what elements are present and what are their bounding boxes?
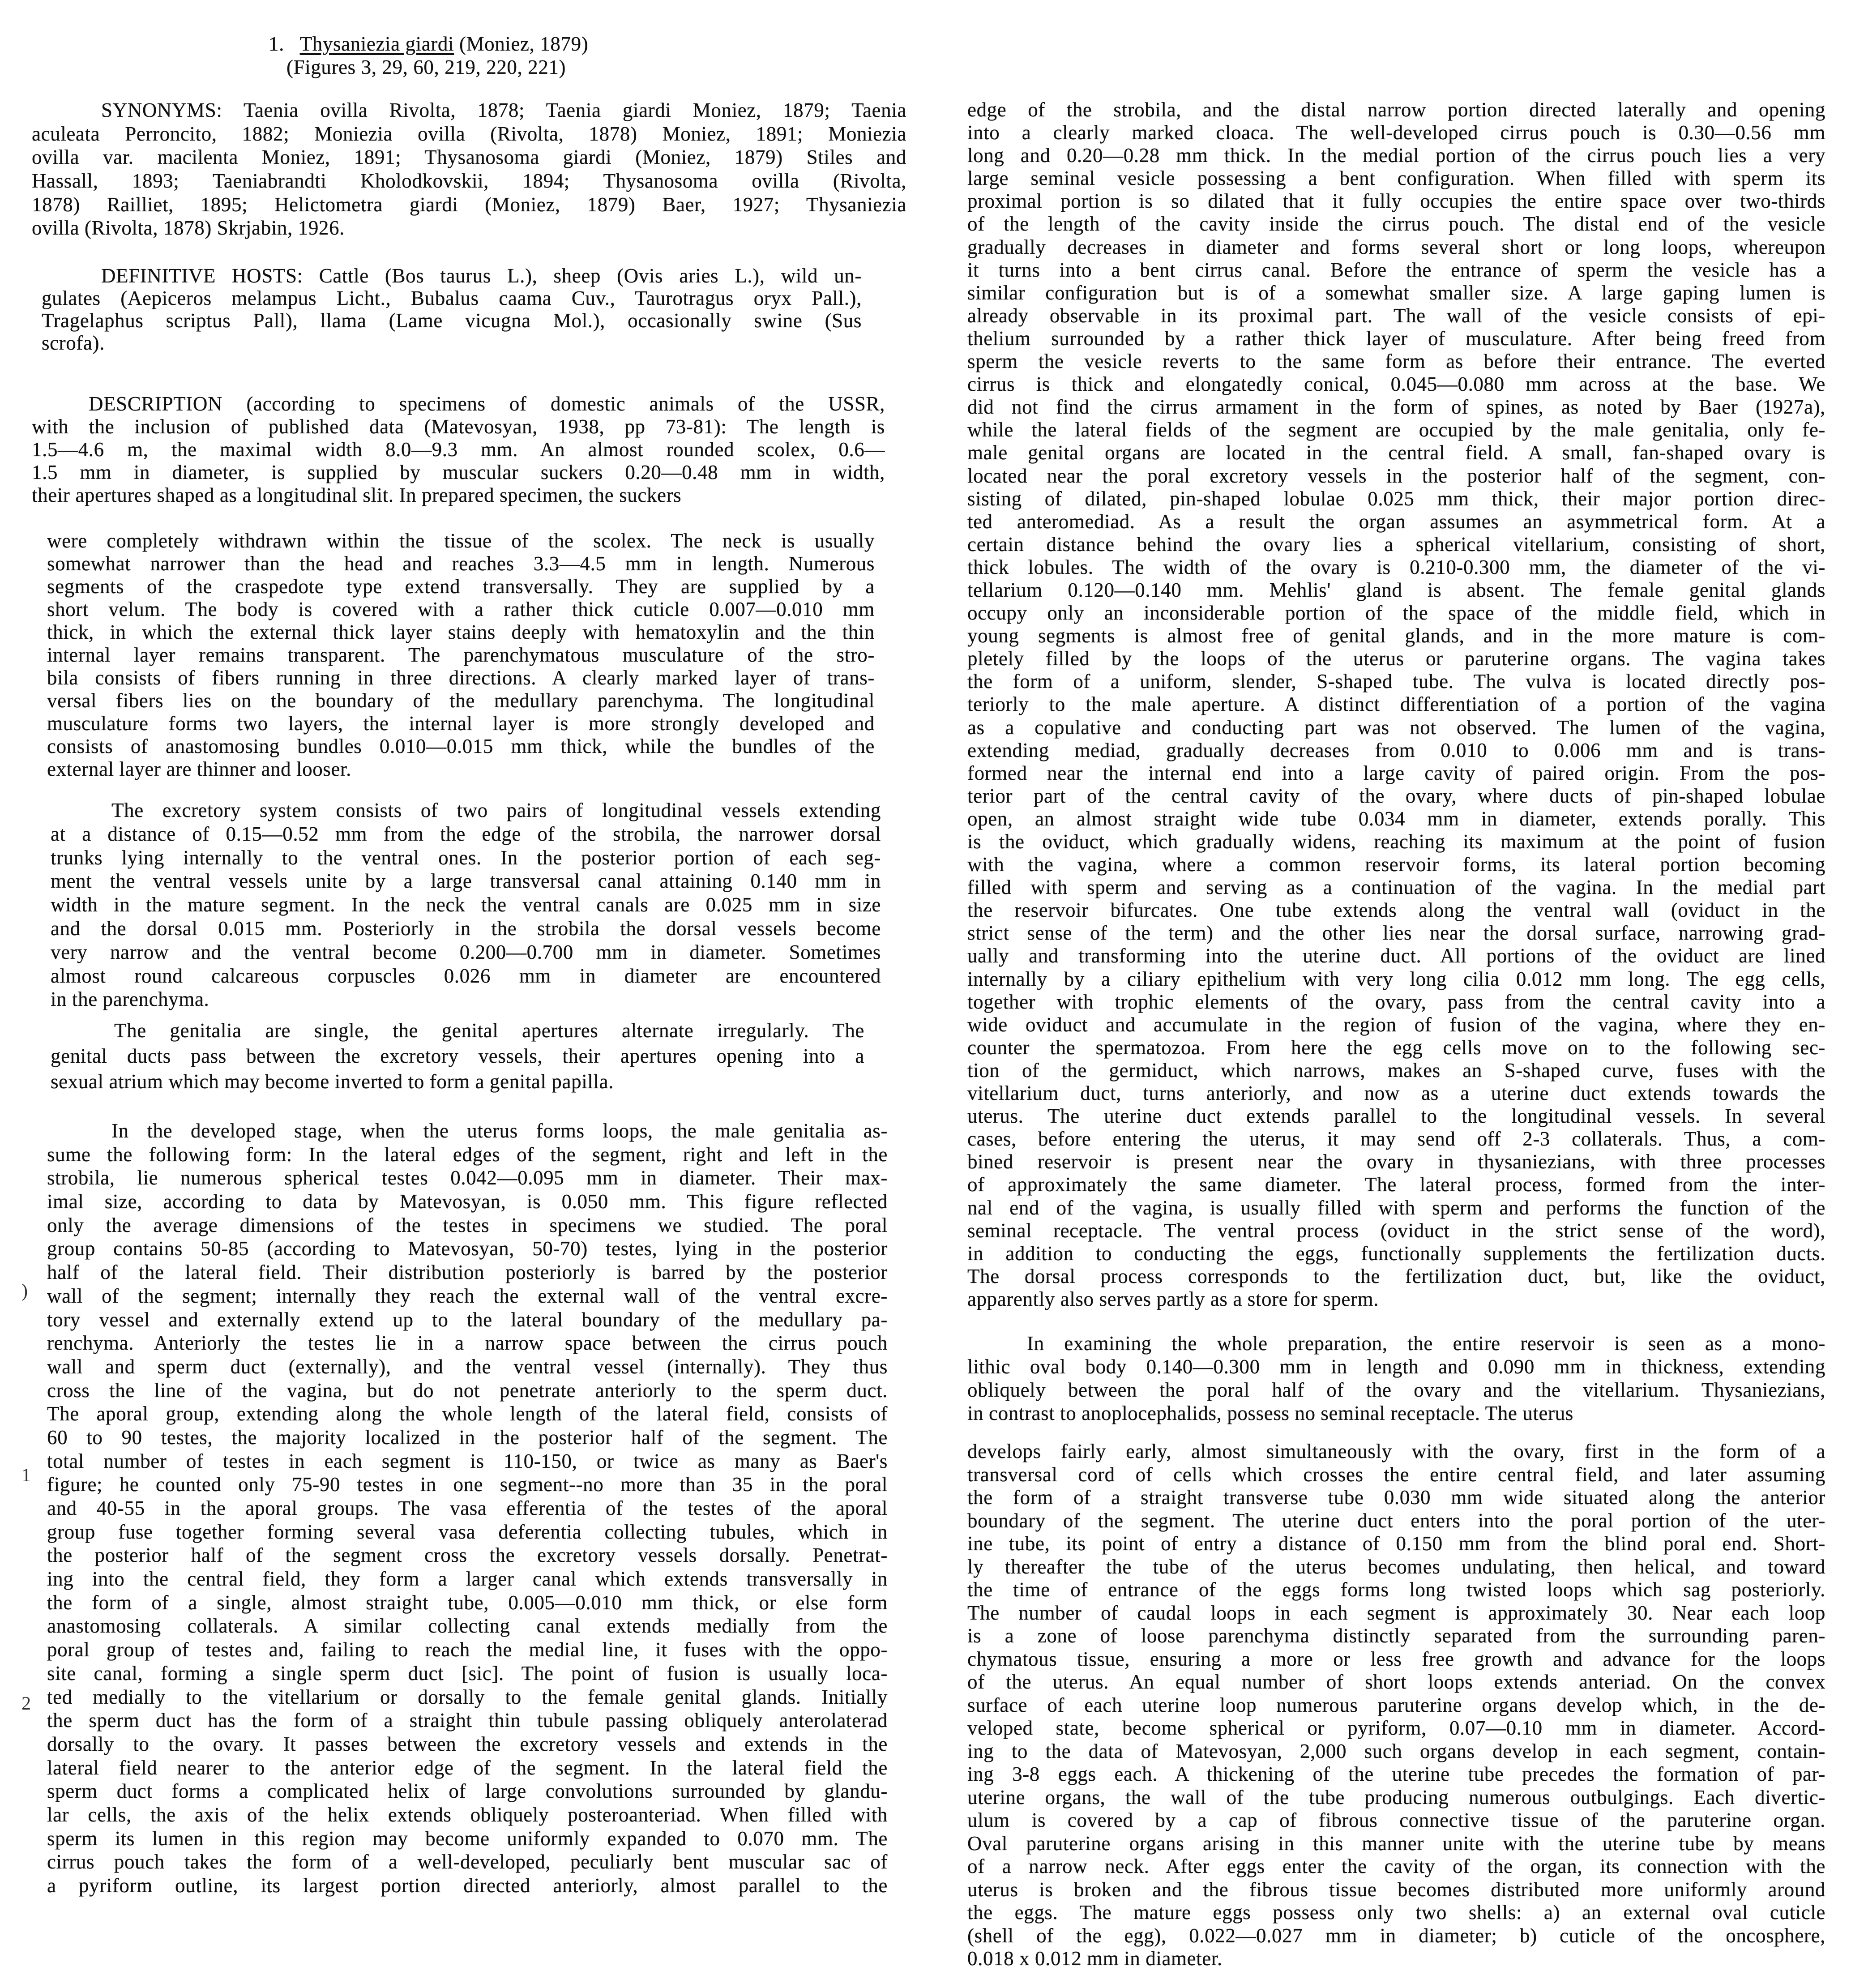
text-line: the reservoir bifurcates. One tube extends along the ventral wall (oviduct in the	[967, 899, 1825, 922]
text-line: gradually decreases in diameter and forms several short or long loops, whereupon	[967, 235, 1825, 258]
developed-stage-paragraph	[47, 1119, 888, 1898]
definitive-hosts-paragraph	[42, 265, 862, 354]
text-line: the eggs. The mature eggs possess only two shells: a) an external oval cuticle	[967, 1901, 1825, 1924]
text-line: a pyriform outline, its largest portion directed anteriorly, almost parallel to the	[47, 1874, 888, 1897]
text-line: aculeata Perroncito, 1882; Moniezia ovilla (Rivolta, 1878) Moniez, 1891; Moniezia	[32, 122, 906, 145]
text-line: thick lobules. The width of the ovary is 0.210-0.300 mm, the diameter of the vi-	[967, 556, 1825, 578]
text-line: ted medially to the vitellarium or dorsally to the female genital glands. Initially	[47, 1685, 888, 1708]
text-line: wall and sperm duct (externally), and the ventral vessel (internally). They thus	[47, 1355, 888, 1378]
text-line: cirrus is thick and elongatedly conical, 0.045—0.080 mm across at the base. We	[967, 373, 1825, 396]
text-line: only the average dimensions of the testes in specimens we studied. The poral	[47, 1214, 888, 1236]
text-line: internally by a ciliary epithelium with very long cilia 0.012 mm long. The egg cells,	[967, 967, 1825, 990]
text-line: ing to the data of Matevosyan, 2,000 such organs develop in each segment, contain-	[967, 1740, 1825, 1762]
text-line: as a copulative and conducting part was not observed. The lumen of the vagina,	[967, 716, 1825, 739]
text-line: cases, before entering the uterus, it may send off 2-3 collaterals. Thus, a com-	[967, 1128, 1825, 1150]
text-line: thelium surrounded by a rather thick layer of musculature. After being freed from	[967, 327, 1825, 350]
text-line: musculature forms two layers, the internal layer is more strongly developed and	[47, 712, 875, 735]
text-line: transversal cord of cells which crosses the entire central field, and later assuming	[967, 1463, 1825, 1486]
text-line: lateral field nearer to the anterior edge of the segment. In the lateral field the	[47, 1756, 888, 1779]
text-line: sperm its lumen in this region may become uniformly expanded to 0.070 mm. The	[47, 1827, 888, 1850]
text-line: group contains 50-85 (according to Matevosyan, 50-70) testes, lying in the posterior	[47, 1237, 888, 1260]
text-line: the time of entrance of the eggs forms long twisted loops which sag posteriorly.	[967, 1578, 1825, 1601]
text-line: certain distance behind the ovary lies a spherical vitellarium, consisting of short,	[967, 533, 1825, 556]
text-line: Tragelaphus scriptus Pall), llama (Lame vicugna Mol.), occasionally swine (Sus	[42, 309, 862, 332]
text-line: it turns into a bent cirrus canal. Before the entrance of sperm the vesicle has a	[967, 258, 1825, 281]
text-line: sisting of dilated, pin-shaped lobulae 0.025 mm thick, their major portion direc-	[967, 487, 1825, 510]
text-line: develops fairly early, almost simultaneously with the ovary, first in the form of a	[967, 1440, 1825, 1462]
text-line: teriorly to the male aperture. A distinct differentiation of a portion of the vagina	[967, 693, 1825, 716]
text-line: cirrus pouch takes the form of a well-developed, peculiarly bent muscular sac of	[47, 1851, 888, 1873]
text-line: male genital organs are located in the central field. A small, fan-shaped ovary is	[967, 441, 1825, 464]
text-line: large seminal vesicle possessing a bent configuration. When filled with sperm its	[967, 167, 1825, 190]
text-line: scrofa).	[42, 332, 105, 354]
text-line: DESCRIPTION (according to specimens of domestic animals of the USSR,	[89, 393, 885, 415]
text-line: The dorsal process corresponds to the fertilization duct, but, like the oviduct,	[967, 1265, 1825, 1287]
text-line: gulates (Aepiceros melampus Licht., Bubalus caama Cuv., Taurotragus oryx Pall.),	[42, 287, 862, 309]
text-line: ually and transforming into the uterine duct. All portions of the oviduct are lined	[967, 945, 1825, 967]
cirrus-pouch-paragraph	[967, 98, 1825, 1311]
text-line: poral group of testes and, failing to reach the medial line, it fuses with the oppo-	[47, 1638, 888, 1661]
text-line: segments of the craspedote type extend transversally. They are supplied by a	[47, 575, 875, 598]
text-line: DEFINITIVE HOSTS: Cattle (Bos taurus L.), sheep (Ovis aries L.), wild un-	[101, 265, 862, 287]
text-line: open, an almost straight wide tube 0.034 mm in diameter, extends porally. This	[967, 807, 1825, 830]
text-line: short velum. The body is covered with a rather thick cuticle 0.007—0.010 mm	[47, 598, 875, 620]
text-line: strict sense of the term) and the other lies near the dorsal surface, narrowing grad-	[967, 922, 1825, 945]
text-line: sume the following form: In the lateral edges of the segment, right and left in the	[47, 1143, 888, 1166]
text-line: figure; he counted only 75-90 testes in one segment--no more than 35 in the poral	[47, 1473, 888, 1496]
text-line: sperm the vesicle reverts to the same form as before their entrance. The everted	[967, 350, 1825, 373]
text-line: Oval paruterine organs arising in this manner unite with the uterine tube by means	[967, 1832, 1825, 1855]
text-line: seminal receptacle. The ventral process (oviduct in the strict sense of the word),	[967, 1219, 1825, 1242]
text-line: did not find the cirrus armament in the form of spines, as noted by Baer (1927a),	[967, 396, 1825, 419]
species-heading	[269, 32, 588, 56]
text-line: 1.5—4.6 m, the maximal width 8.0—9.3 mm. An almost rounded scolex, 0.6—	[32, 438, 885, 461]
text-line: ine tube, its point of entry a distance of 0.150 mm from the blind poral end. Short-	[967, 1532, 1825, 1555]
species-name: Thysaniezia giardi	[299, 33, 454, 55]
text-line: somewhat narrower than the head and reaches 3.3—4.5 mm in length. Numerous	[47, 552, 875, 575]
text-line: renchyma. Anteriorly the testes lie in a narrow space between the cirrus pouch	[47, 1332, 888, 1355]
text-line: ly thereafter the tube of the uterus becomes undulating, then helical, and toward	[967, 1555, 1825, 1578]
text-line: bila consists of fibers running in three directions. A clearly marked layer of trans-	[47, 667, 875, 689]
text-line: while the lateral fields of the segment are occupied by the male genitalia, only fe-	[967, 419, 1825, 441]
text-line: extending mediad, gradually decreases from 0.010 to 0.006 mm and is trans-	[967, 739, 1825, 761]
text-line: 0.018 x 0.012 mm in diameter.	[967, 1947, 1223, 1970]
text-line: the form of a uniform, slender, S-shaped tube. The vulva is located directly pos-	[967, 670, 1825, 693]
text-line: external layer are thinner and looser.	[47, 758, 352, 780]
text-line: with the inclusion of published data (Matevosyan, 1938, pp 73-81): The length is	[32, 415, 885, 438]
text-line: of the uterus. An equal number of short loops extends anteriad. On the convex	[967, 1671, 1825, 1693]
reservoir-paragraph	[967, 1332, 1825, 1425]
text-line: ulum is covered by a cap of fibrous connective tissue of the paruterine organ.	[967, 1809, 1825, 1831]
text-line: similar configuration but is of a somewhat smaller size. A large gaping lumen is	[967, 281, 1825, 304]
text-line: in the parenchyma.	[51, 988, 209, 1011]
text-line: site canal, forming a single sperm duct [sic]. The point of fusion is usually loca-	[47, 1662, 888, 1684]
text-line: ted anteromediad. As a result the organ assumes an asymmetrical form. At a	[967, 510, 1825, 533]
synonyms-paragraph	[32, 98, 906, 240]
text-line: counter the spermatozoa. From here the egg cells move on to the following sec-	[967, 1036, 1825, 1059]
text-line: in contrast to anoplocephalids, possess no seminal receptacle. The uterus	[967, 1402, 1573, 1424]
text-line: the form of a single, almost straight tube, 0.005—0.010 mm thick, or else form	[47, 1591, 888, 1614]
text-line: occupy only an inconsiderable portion of the space of the middle field, which in	[967, 602, 1825, 624]
text-line: pletely filled by the loops of the uterus or paruterine organs. The vagina takes	[967, 647, 1825, 670]
text-line: tellarium 0.120—0.140 mm. Mehlis' gland is absent. The female genital glands	[967, 578, 1825, 601]
text-line: In the developed stage, when the uterus forms loops, the male genitalia as-	[111, 1120, 888, 1142]
text-line: nal end of the vagina, is usually filled with sperm and performs the function of the	[967, 1196, 1825, 1219]
text-line: vitellarium duct, turns anteriorly, and now as a uterine duct extends towards the	[967, 1082, 1825, 1105]
text-line: proximal portion is so dilated that it fully occupies the entire space over two-thirds	[967, 190, 1825, 213]
text-line: and the dorsal 0.015 mm. Posteriorly in the strobila the dorsal vessels become	[51, 917, 881, 940]
text-line: terior part of the central cavity of the ovary, where ducts of pin-shaped lobulae	[967, 784, 1825, 807]
text-line: lithic oval body 0.140—0.300 mm in length and 0.090 mm in thickness, extending	[967, 1355, 1825, 1378]
species-number: 1.	[269, 33, 284, 55]
margin-mark: 1	[21, 1465, 31, 1486]
species-authority: (Moniez, 1879)	[459, 33, 589, 55]
uterus-paragraph	[967, 1440, 1825, 1971]
text-line: uterine organs, the wall of the tube producing numerous outbulgings. Each divertic-	[967, 1786, 1825, 1808]
figures-reference: (Figures 3, 29, 60, 219, 220, 221)	[286, 56, 566, 78]
text-line: versal fibers lies on the boundary of the medullary parenchyma. The longitudinal	[47, 689, 875, 712]
text-line: the posterior half of the segment cross the excretory vessels dorsally. Penetrat-	[47, 1544, 888, 1567]
text-line: with the vagina, where a common reservoir forms, its lateral portion becoming	[967, 853, 1825, 876]
text-line: obliquely between the poral half of the ovary and the vitellarium. Thysaniezians,	[967, 1378, 1825, 1401]
text-line: apparently also serves partly as a store for sperm.	[967, 1287, 1379, 1310]
text-line: Hassall, 1893; Taeniabrandti Kholodkovskii, 1894; Thysanosoma ovilla (Rivolta,	[32, 170, 906, 192]
text-line: uterus. The uterine duct extends parallel to the longitudinal vessels. In several	[967, 1105, 1825, 1128]
text-line: internal layer remains transparent. The parenchymatous musculature of the stro-	[47, 644, 875, 666]
description-paragraph	[32, 393, 885, 507]
text-line: The excretory system consists of two pairs of longitudinal vessels extending	[111, 799, 881, 821]
text-line: consists of anastomosing bundles 0.010—0.015 mm thick, while the bundles of the	[47, 735, 875, 757]
text-line: ing 3-8 eggs each. A thickening of the uterine tube precedes the formation of par-	[967, 1763, 1825, 1785]
text-line: of the length of the cavity inside the cirrus pouch. The distal end of the vesicle	[967, 213, 1825, 235]
text-line: surface of each uterine loop numerous paruterine organs develop which, in the de-	[967, 1693, 1825, 1716]
text-line: lar cells, the axis of the helix extends obliquely posteroanteriad. When filled with	[47, 1803, 888, 1826]
text-line: very narrow and the ventral become 0.200—0.700 mm in diameter. Sometimes	[51, 941, 881, 963]
text-line: 60 to 90 testes, the majority localized in the posterior half of the segment. The	[47, 1426, 888, 1449]
text-line: In examining the whole preparation, the entire reservoir is seen as a mono-	[1027, 1332, 1825, 1355]
text-line: and 40-55 in the aporal groups. The vasa efferentia of the testes of the aporal	[47, 1497, 888, 1519]
margin-mark: 2	[21, 1693, 31, 1714]
text-line: tory vessel and externally extend up to the lateral boundary of the medullary pa-	[47, 1308, 888, 1331]
text-line: of a narrow neck. After eggs enter the cavity of the organ, its connection with the	[967, 1855, 1825, 1877]
text-line: tion of the germiduct, which narrows, makes an S-shaped curve, fuses with the	[967, 1059, 1825, 1082]
text-line: wall of the segment; internally they reach the external wall of the ventral excre-	[47, 1284, 888, 1307]
text-line: The genitalia are single, the genital apertures alternate irregularly. The	[114, 1019, 864, 1042]
excretory-system-paragraph	[51, 799, 881, 1011]
text-line: young segments is almost free of genital glands, and in the more mature is com-	[967, 624, 1825, 647]
text-line: genital ducts pass between the excretory vessels, their apertures opening into a	[51, 1045, 864, 1067]
text-line: The aporal group, extending along the whole length of the lateral field, consists of	[47, 1402, 888, 1425]
text-line: at a distance of 0.15—0.52 mm from the edge of the strobila, the narrower dorsal	[51, 822, 881, 845]
text-line: anastomosing collaterals. A similar collecting canal extends medially from the	[47, 1615, 888, 1637]
text-line: width in the mature segment. In the neck the ventral canals are 0.025 mm in size	[51, 894, 881, 916]
text-line: together with trophic elements of the ovary, pass from the central cavity into a	[967, 990, 1825, 1013]
text-line: of approximately the same diameter. The lateral process, formed from the inter-	[967, 1173, 1825, 1196]
text-line: sperm duct forms a complicated helix of large convolutions surrounded by glandu-	[47, 1780, 888, 1803]
text-line: uterus is broken and the fibrous tissue becomes distributed more uniformly around	[967, 1878, 1825, 1901]
scolex-paragraph	[47, 530, 875, 781]
text-line: (shell of the egg), 0.022—0.027 mm in diameter; b) cuticle of the oncosphere,	[967, 1924, 1825, 1947]
text-line: trunks lying internally to the ventral ones. In the posterior portion of each seg-	[51, 846, 881, 869]
text-line: is a zone of loose parenchyma distinctly separated from the surrounding paren-	[967, 1625, 1825, 1647]
text-line: in addition to conducting the eggs, functionally supplements the fertilization ducts.	[967, 1242, 1825, 1265]
text-line: wide oviduct and accumulate in the region of fusion of the vagina, where they en-	[967, 1013, 1825, 1036]
text-line: strobila, lie numerous spherical testes 0.042—0.095 mm in diameter. Their max-	[47, 1167, 888, 1189]
text-line: group fuse together forming several vasa deferentia collecting tubules, which in	[47, 1520, 888, 1543]
text-line: ment the ventral vessels unite by a large transversal canal attaining 0.140 mm in	[51, 870, 881, 893]
text-line: already observable in its proximal part. The wall of the vesicle consists of epi-	[967, 304, 1825, 327]
text-line: sexual atrium which may become inverted to form a genital papilla.	[51, 1070, 614, 1093]
genitalia-paragraph	[51, 1018, 864, 1094]
text-line: their apertures shaped as a longitudinal slit. In prepared specimen, the suckers	[32, 484, 682, 506]
text-line: long and 0.20—0.28 mm thick. In the medial portion of the cirrus pouch lies a very	[967, 144, 1825, 167]
text-line: cross the line of the vagina, but do not penetrate anteriorly to the sperm duct.	[47, 1379, 888, 1402]
text-line: located near the poral excretory vessels in the posterior half of the segment, con-	[967, 464, 1825, 487]
text-line: dorsally to the ovary. It passes between the excretory vessels and extends in the	[47, 1732, 888, 1755]
text-line: the form of a straight transverse tube 0.030 mm wide situated along the anterior	[967, 1486, 1825, 1509]
text-line: into a clearly marked cloaca. The well-developed cirrus pouch is 0.30—0.56 mm	[967, 121, 1825, 144]
text-line: chymatous tissue, ensuring a more or less free growth and advance for the loops	[967, 1647, 1825, 1670]
text-line: 1.5 mm in diameter, is supplied by muscular suckers 0.20—0.48 mm in width,	[32, 461, 885, 483]
text-line: imal size, according to data by Matevosyan, is 0.050 mm. This figure reflected	[47, 1190, 888, 1213]
text-line: filled with sperm and serving as a continuation of the vagina. In the medial part	[967, 876, 1825, 899]
text-line: ovilla var. macilenta Moniez, 1891; Thysanosoma giardi (Moniez, 1879) Stiles and	[32, 146, 906, 169]
text-line: 1878) Railliet, 1895; Helictometra giardi (Moniez, 1879) Baer, 1927; Thysaniezia	[32, 193, 906, 216]
text-line: half of the lateral field. Their distribution posteriorly is barred by the posterior	[47, 1261, 888, 1284]
text-line: veloped state, become spherical or pyriform, 0.07—0.10 mm in diameter. Accord-	[967, 1717, 1825, 1739]
text-line: thick, in which the external thick layer stains deeply with hematoxylin and the thin	[47, 621, 875, 643]
text-line: ing into the central field, they form a larger canal which extends transversally in	[47, 1568, 888, 1590]
text-line: ovilla (Rivolta, 1878) Skrjabin, 1926.	[32, 217, 345, 239]
text-line: bined reservoir is present near the ovary in thysaniezians, with three processes	[967, 1150, 1825, 1173]
text-line: almost round calcareous corpuscles 0.026 mm in diameter are encountered	[51, 964, 881, 987]
text-line: The number of caudal loops in each segment is approximately 30. Near each loop	[967, 1601, 1825, 1624]
text-line: SYNONYMS: Taenia ovilla Rivolta, 1878; Taenia giardi Moniez, 1879; Taenia	[101, 99, 906, 121]
text-line: boundary of the segment. The uterine duct enters into the poral portion of the uter-	[967, 1509, 1825, 1532]
text-line: edge of the strobila, and the distal narrow portion directed laterally and opening	[967, 98, 1825, 121]
text-line: formed near the internal end into a large cavity of paired origin. From the pos-	[967, 761, 1825, 784]
text-line: the sperm duct has the form of a straight thin tubule passing obliquely anterolaterad	[47, 1709, 888, 1732]
text-line: is the oviduct, which gradually widens, reaching its maximum at the point of fusion	[967, 830, 1825, 853]
text-line: total number of testes in each segment is 110-150, or twice as many as Baer's	[47, 1449, 888, 1472]
margin-mark: )	[21, 1281, 28, 1301]
text-line: were completely withdrawn within the tissue of the scolex. The neck is usually	[47, 530, 875, 552]
